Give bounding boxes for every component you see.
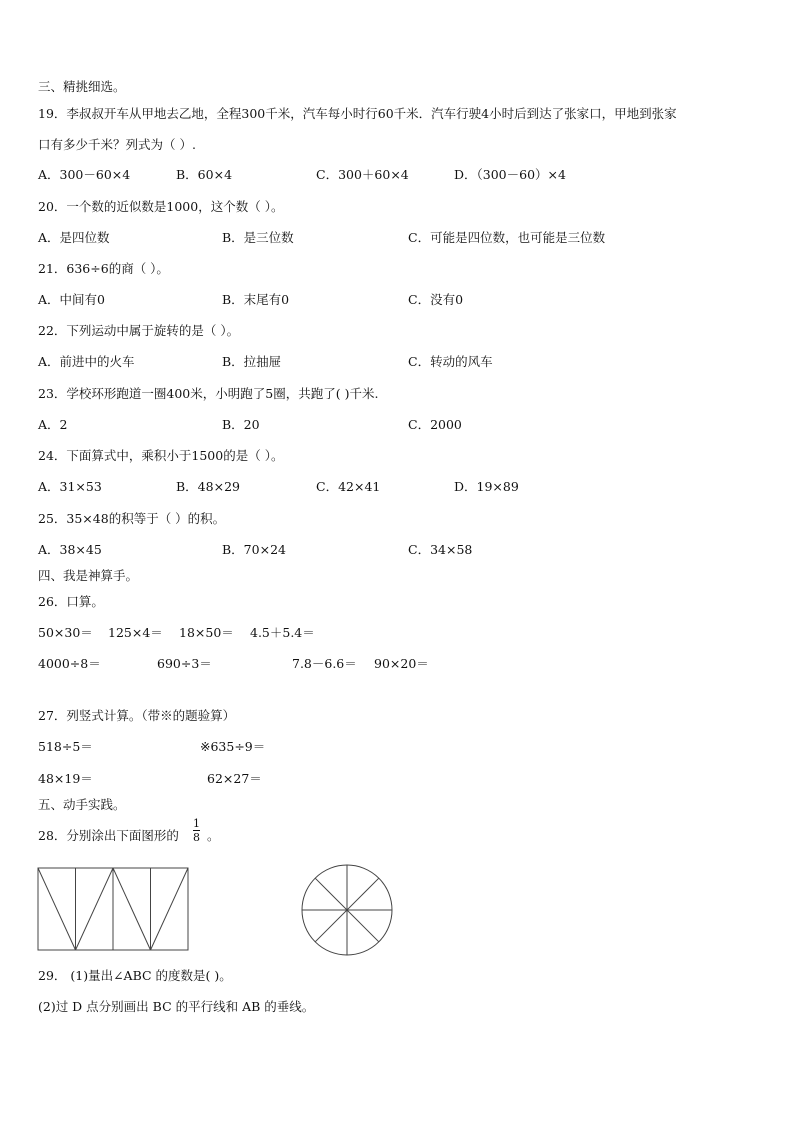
- q21-option-b[interactable]: B．末尾有0: [222, 292, 290, 307]
- q25-option-a[interactable]: A．38×45: [38, 542, 102, 557]
- section-4-title: 四、我是神算手。: [38, 568, 139, 583]
- q29-line1: 29． (1)量出∠ABC 的度数是( )。: [38, 968, 232, 983]
- q19-option-a[interactable]: A．300－60×4: [38, 167, 131, 182]
- q20-option-c[interactable]: C．可能是四位数，也可能是三位数: [408, 230, 606, 245]
- q19-option-d[interactable]: D．（300－60）×4: [454, 167, 566, 182]
- q20-option-b[interactable]: B．是三位数: [222, 230, 294, 245]
- q21-stem: 21．636÷6的商（ ）。: [38, 261, 169, 276]
- q26-item-4: 4.5＋5.4＝: [250, 625, 315, 640]
- q20-option-a[interactable]: A．是四位数: [38, 230, 110, 245]
- q20-stem: 20．一个数的近似数是1000，这个数（ ）。: [38, 199, 284, 214]
- q29-line2: (2)过 D 点分别画出 BC 的平行线和 AB 的垂线。: [38, 999, 315, 1014]
- q26-item-3: 18×50＝: [179, 625, 234, 640]
- q24-option-a[interactable]: A．31×53: [38, 479, 102, 494]
- q23-stem: 23．学校环形跑道一圈400米，小明跑了5圈，共跑了( )千米.: [38, 386, 379, 401]
- q23-option-a[interactable]: A．2: [38, 417, 68, 432]
- q23-option-c[interactable]: C．2000: [408, 417, 462, 432]
- q28-stem: 28．分别涂出下面图形的: [38, 828, 179, 843]
- q24-option-b[interactable]: B．48×29: [176, 479, 240, 494]
- q22-option-b[interactable]: B．拉抽屉: [222, 354, 282, 369]
- q27-stem: 27．列竖式计算。（带※的题验算）: [38, 708, 236, 723]
- rectangle-diagonal-1: [38, 868, 76, 950]
- rectangle-diagonal-3: [113, 868, 151, 950]
- q26-item-8: 90×20＝: [374, 656, 429, 671]
- q22-stem: 22．下列运动中属于旋转的是（ ）。: [38, 323, 240, 338]
- q21-option-a[interactable]: A．中间有0: [38, 292, 105, 307]
- q27-item-3: 48×19＝: [38, 771, 93, 786]
- q26-item-7: 7.8－6.6＝: [292, 656, 357, 671]
- rectangle-diagonal-2: [76, 868, 114, 950]
- q22-option-c[interactable]: C．转动的风车: [408, 354, 493, 369]
- section-3-title: 三、精挑细选。: [38, 79, 126, 94]
- q25-option-b[interactable]: B．70×24: [222, 542, 286, 557]
- q19-option-b[interactable]: B．60×4: [176, 167, 233, 182]
- q28-circle-figure[interactable]: [299, 862, 395, 958]
- q26-item-6: 690÷3＝: [157, 656, 212, 671]
- q24-option-d[interactable]: D．19×89: [454, 479, 519, 494]
- q27-item-2: ※635÷9＝: [200, 739, 266, 754]
- q25-option-c[interactable]: C．34×58: [408, 542, 473, 557]
- rectangle-diagonal-4: [151, 868, 189, 950]
- q28-fraction-numerator: 1: [193, 817, 200, 830]
- q24-option-c[interactable]: C．42×41: [316, 479, 381, 494]
- q27-item-1: 518÷5＝: [38, 739, 93, 754]
- q21-option-c[interactable]: C．没有0: [408, 292, 464, 307]
- q24-stem: 24．下面算式中，乘积小于1500的是（ ）。: [38, 448, 284, 463]
- q23-option-b[interactable]: B．20: [222, 417, 260, 432]
- q26-item-1: 50×30＝: [38, 625, 93, 640]
- q19-stem-line2: 口有多少千米？列式为（ ）.: [38, 137, 196, 152]
- q28-fraction: [193, 818, 200, 843]
- q27-item-4: 62×27＝: [207, 771, 262, 786]
- q28-fraction-denominator: 8: [193, 831, 200, 844]
- q19-stem-line1: 19．李叔叔开车从甲地去乙地，全程300千米，汽车每小时行60千米．汽车行驶4小时后到达了张家口，甲地到张家: [38, 106, 677, 121]
- q26-item-2: 125×4＝: [108, 625, 163, 640]
- q28-rectangle-figure[interactable]: [36, 866, 191, 954]
- section-5-title: 五、动手实践。: [38, 797, 126, 812]
- q25-stem: 25．35×48的积等于（ ）的积。: [38, 511, 226, 526]
- q26-item-5: 4000÷8＝: [38, 656, 101, 671]
- q26-stem: 26．口算。: [38, 594, 104, 609]
- q19-option-c[interactable]: C．300＋60×4: [316, 167, 409, 182]
- q22-option-a[interactable]: A．前进中的火车: [38, 354, 135, 369]
- q28-stem-tail: 。: [207, 828, 220, 843]
